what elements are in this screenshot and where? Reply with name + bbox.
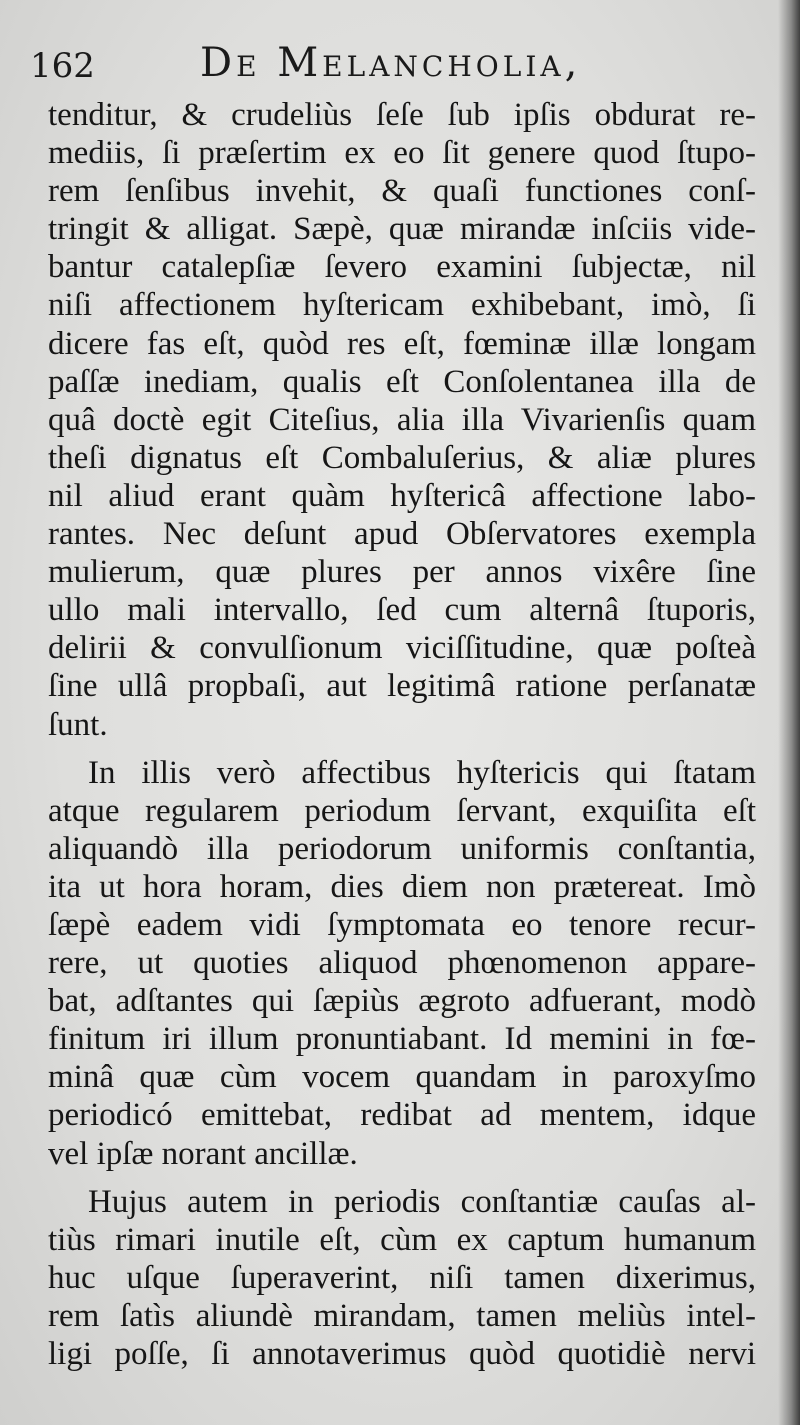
text-line: paſſæ inediam, qualis eſt Conſolentanea illa de <box>48 363 756 400</box>
paragraph <box>48 1183 756 1373</box>
text-line: delirii & convulſionum viciſſitudine, quæ poſteà <box>48 630 756 667</box>
paragraph-gap <box>48 1173 756 1183</box>
text-line: niſi affectionem hyſtericam exhibebant, imò, ſi <box>48 287 756 324</box>
text-line: atque regularem periodum ſervant, exquiſita eſt <box>48 792 756 829</box>
paragraph <box>48 96 756 744</box>
text-line: rere, ut quoties aliquod phœnomenon appare- <box>48 945 756 982</box>
text-line: dicere fas eſt, quòd res eſt, fœminæ illæ longam <box>48 325 756 362</box>
text-line: mulierum, quæ plures per annos vixêre ſine <box>48 554 756 591</box>
text-line: rantes. Nec deſunt apud Obſervatores exempla <box>48 516 756 553</box>
text-line: In illis verò affectibus hyſtericis qui ſtatam <box>88 754 756 791</box>
text-line: theſi dignatus eſt Combaluſerius, & aliæ plures <box>48 439 756 476</box>
text-line: tringit & alligat. Sæpè, quæ mirandæ inſciis vide- <box>48 211 756 248</box>
paragraph <box>48 754 756 1173</box>
text-line: ſine ullâ propbaſi, aut legitimâ ratione perſanatæ <box>48 668 756 705</box>
text-line: huc uſque ſuperaverint, niſi tamen dixerimus, <box>48 1259 756 1296</box>
text-line: ullo mali intervallo, ſed cum alternâ ſtuporis, <box>48 592 756 629</box>
text-line: quâ doctè egit Citeſius, alia illa Vivarienſis quam <box>48 401 756 438</box>
text-line: nil aliud erant quàm hyſtericâ affectione labo- <box>48 477 756 514</box>
text-line: tenditur, & crudeliùs ſeſe ſub ipſis obdurat re- <box>48 97 756 133</box>
body-text <box>48 96 756 1373</box>
text-line: mediis, ſi præſertim ex eo ſit genere quod ſtupo- <box>48 135 756 172</box>
spine-shadow <box>778 0 800 1425</box>
text-line: bat, adſtantes qui ſæpiùs ægroto adfuerant, modò <box>48 983 756 1020</box>
page-number: 162 <box>30 46 95 86</box>
text-line: bantur catalepſiæ ſevero examini ſubjectæ, nil <box>48 249 756 286</box>
text-line: minâ quæ cùm vocem quandam in paroxyſmo <box>48 1059 756 1096</box>
text-line: aliquandò illa periodorum uniformis conſtantia, <box>48 830 756 867</box>
text-line: rem ſatìs aliundè mirandam, tamen meliùs intel- <box>48 1297 756 1334</box>
text-line: vel ipſæ norant ancillæ. <box>48 1135 358 1172</box>
text-line: rem ſenſibus invehit, & quaſi functiones conſ- <box>48 173 756 210</box>
paragraph-gap <box>48 744 756 754</box>
text-line: ſunt. <box>48 706 108 743</box>
text-line: Hujus autem in periodis conſtantiæ cauſas al- <box>88 1183 756 1220</box>
text-line: tiùs rimari inutile eſt, cùm ex captum humanum <box>48 1221 756 1258</box>
text-line: finitum iri illum pronuntiabant. Id memini in fœ- <box>48 1021 756 1058</box>
running-head <box>30 40 770 94</box>
text-line: ligi poſſe, ſi annotaverimus quòd quotidiè nervi <box>48 1336 756 1372</box>
running-title: De Melancholia, <box>200 40 582 86</box>
text-line: periodicó emittebat, redibat ad mentem, idque <box>48 1097 756 1134</box>
text-line: ita ut hora horam, dies diem non prætereat. Imò <box>48 868 756 905</box>
text-line: ſæpè eadem vidi ſymptomata eo tenore recur- <box>48 906 756 943</box>
